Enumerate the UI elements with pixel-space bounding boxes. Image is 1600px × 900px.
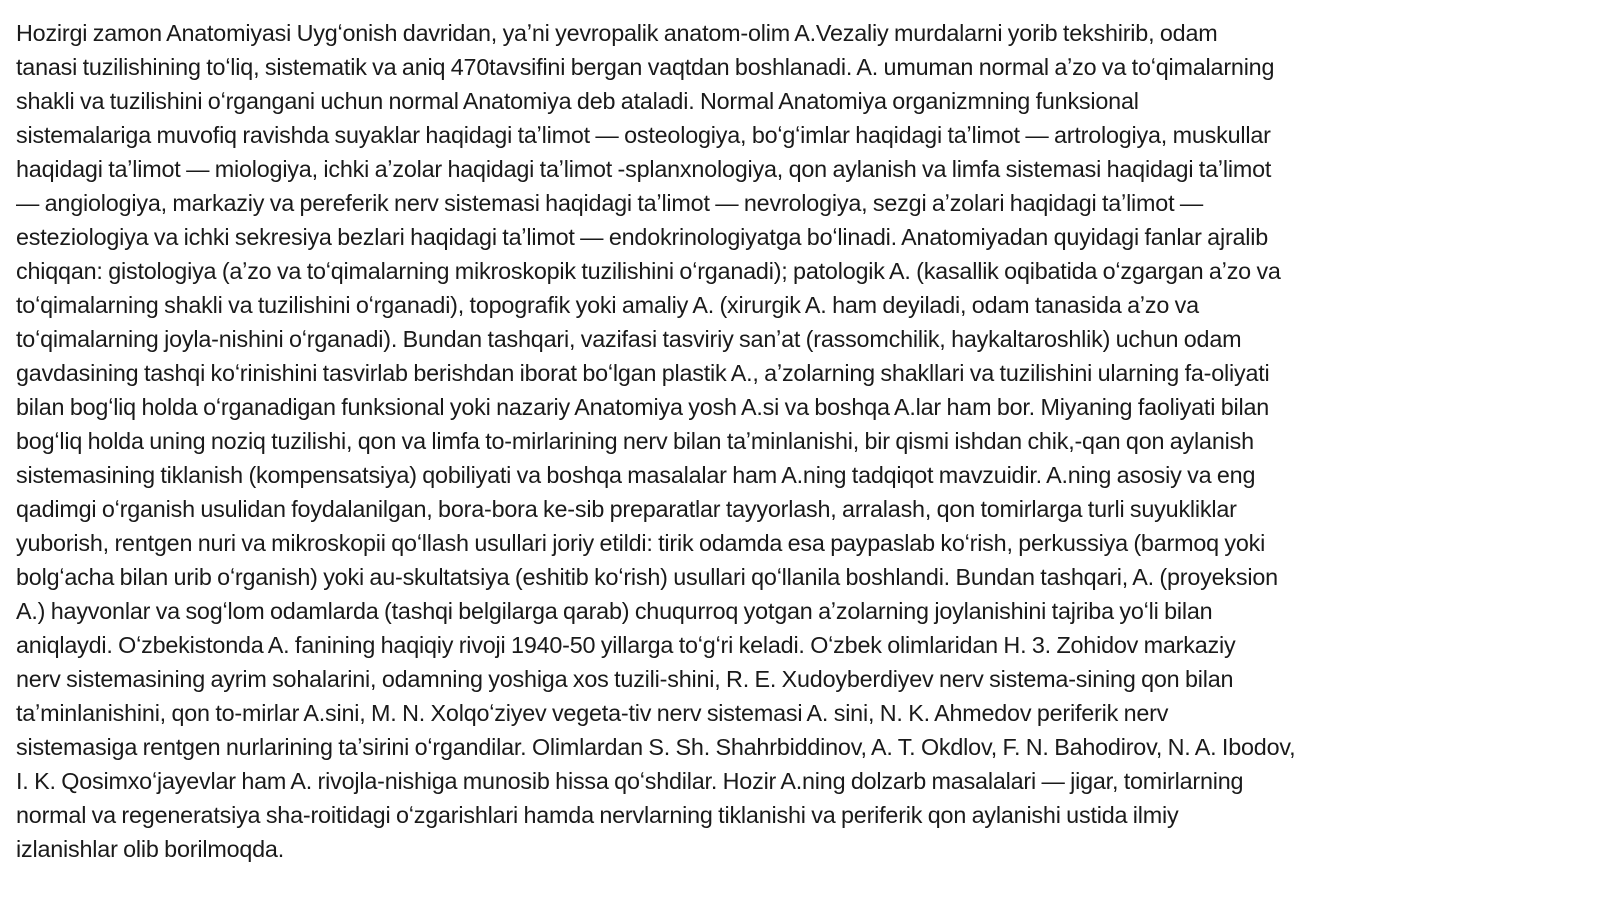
text-line: sistemasiga rentgen nurlarining taʼsirini oʻrgandilar. Olimlardan S. Sh. Shahrbiddinov, A. T. Okdlov, F. N. Bahodirov, N. A. Ibodov, [16,734,1296,760]
text-line: tanasi tuzilishining toʻliq, sistematik va aniq 470tavsifini bergan vaqtdan boshlanadi. A. umuman normal aʼzo va toʻqimalarning [16,54,1275,80]
text-line: bogʻliq holda uning noziq tuzilishi, qon va limfa to-mirlarining nerv bilan taʼminlanishi, bir qismi ishdan chik,-qan qon aylanish [16,428,1254,454]
text-line: A.) hayvonlar va sogʻlom odamlarda (tashqi belgilarga qarab) chuqurroq yotgan aʼzolarning joylanishini tajriba yoʻli bilan [16,598,1213,624]
text-line: sistemasining tiklanish (kompensatsiya) qobiliyati va boshqa masalalar ham A.ning tadqiqot mavzuidir. A.ning asosiy va eng [16,462,1256,488]
text-line: bilan bogʻliq holda oʻrganadigan funksional yoki nazariy Anatomiya yosh A.si va boshqa A.lar ham bor. Miyaning faoliyati bilan [16,394,1270,420]
text-line: normal va regeneratsiya sha-roitidagi oʻzgarishlari hamda nervlarning tiklanishi va periferik qon aylanishi ustida ilmiy [16,802,1179,828]
text-line: esteziologiya va ichki sekresiya bezlari haqidagi taʼlimot — endokrinologiyatga boʻlinadi. Anatomiyadan quyidagi fanlar ajralib [16,224,1269,250]
text-line: bolgʻacha bilan urib oʻrganish) yoki au-skultatsiya (eshitib koʻrish) usullari qoʻllanila boshlandi. Bundan tashqari, A. (proyeksion [16,564,1278,590]
text-line: Hozirgi zamon Anatomiyasi Uygʻonish davridan, yaʼni yevropalik anatom-olim A.Vezaliy murdalarni yorib tekshirib, odam [16,20,1218,46]
text-line: gavdasining tashqi koʻrinishini tasvirlab berishdan iborat boʻlgan plastik A., aʼzolarning shakllari va tuzilishini ularning fa-oliyati [16,360,1270,386]
text-line: chiqqan: gistologiya (aʼzo va toʻqimalarning mikroskopik tuzilishini oʻrganadi); patologik A. (kasallik oqibatida oʻzgargan aʼzo va [16,258,1281,284]
text-line: izlanishlar olib borilmoqda. [16,836,285,862]
text-line: aniqlaydi. Oʻzbekistonda A. fanining haqiqiy rivoji 1940-50 yillarga toʻgʻri keladi. Oʻzbek olimlaridan H. 3. Zohidov markaziy [16,632,1236,658]
text-line: taʼminlanishini, qon to-mirlar A.sini, M. N. Xolqoʻziyev vegeta-tiv nerv sistemasi A. sini, N. K. Ahmedov periferik nerv [16,700,1169,726]
article-body [16,16,1596,866]
text-line: I. K. Qosimxoʻjayevlar ham A. rivojla-nishiga munosib hissa qoʻshdilar. Hozir A.ning dolzarb masalalari — jigar, tomirlarning [16,768,1244,794]
text-line: haqidagi taʼlimot — miologiya, ichki aʼzolar haqidagi taʼlimot -splanxnologiya, qon aylanish va limfa sistemasi haqidagi taʼlimot [16,156,1272,182]
text-line: nerv sistemasining ayrim sohalarini, odamning yoshiga xos tuzili-shini, R. E. Xudoyberdiyev nerv sistema-sining qon bilan [16,666,1234,692]
text-line: qadimgi oʻrganish usulidan foydalanilgan, bora-bora ke-sib preparatlar tayyorlash, arralash, qon tomirlarga turli suyukliklar [16,496,1237,522]
text-line: sistemalariga muvofiq ravishda suyaklar haqidagi taʼlimot — osteologiya, boʻgʻimlar haqidagi taʼlimot — artrologiya, muskullar [16,122,1271,148]
text-line: toʻqimalarning joyla-nishini oʻrganadi). Bundan tashqari, vazifasi tasviriy sanʼat (rassomchilik, haykaltaroshlik) uchun odam [16,326,1242,352]
text-line: toʻqimalarning shakli va tuzilishini oʻrganadi), topografik yoki amaliy A. (xirurgik A. ham deyiladi, odam tanasida aʼzo va [16,292,1199,318]
text-line: shakli va tuzilishini oʻrgangani uchun normal Anatomiya deb ataladi. Normal Anatomiya organizmning funksional [16,88,1139,114]
text-line: yuborish, rentgen nuri va mikroskopii qoʻllash usullari joriy etildi: tirik odamda esa paypaslab koʻrish, perkussiya (barmoq yoki [16,530,1266,556]
text-line: — angiologiya, markaziy va pereferik nerv sistemasi haqidagi taʼlimot — nevrologiya, sezgi aʼzolari haqidagi taʼlimot — [16,190,1204,216]
